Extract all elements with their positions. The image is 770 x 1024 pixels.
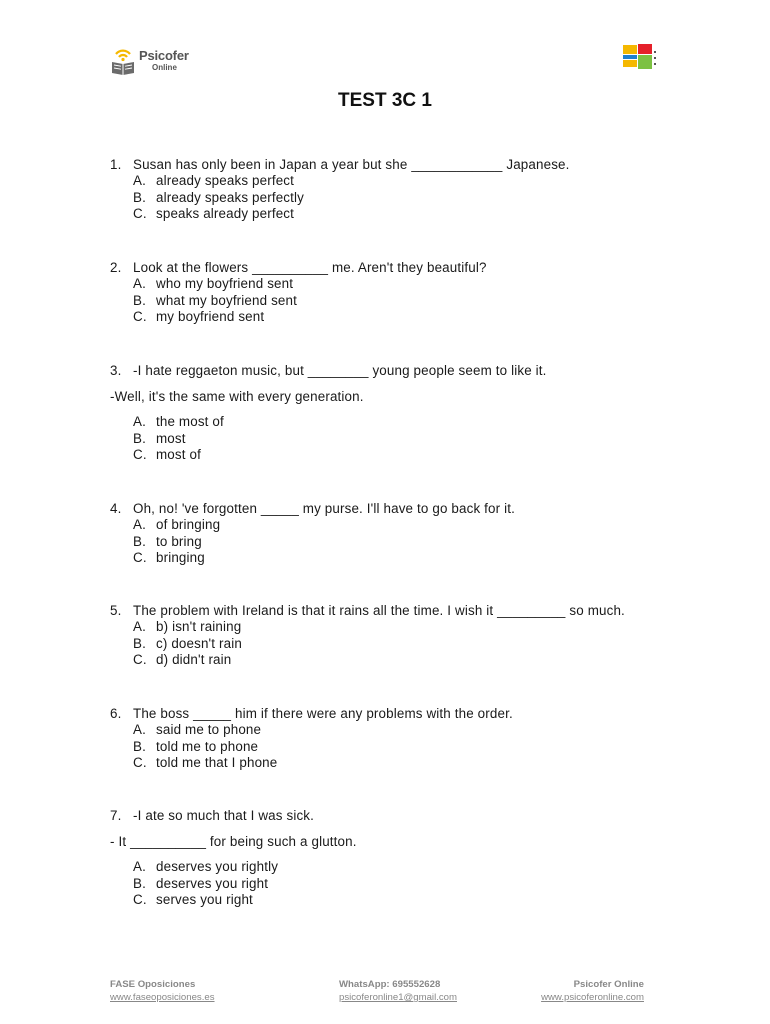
option-b: B. to bring (133, 533, 202, 549)
question-5 (110, 602, 670, 669)
question-6 (110, 705, 670, 772)
color-squares-icon (623, 44, 659, 70)
question-text: Oh, no! 've forgotten _____ my purse. I'll have to go back for it. (133, 501, 515, 516)
question-1 (110, 156, 670, 223)
question-text: The boss _____ him if there were any problems with the order. (133, 706, 513, 721)
question-text: -I ate so much that I was sick. (133, 808, 315, 823)
option-a: A. already speaks perfect (133, 173, 295, 188)
footer-center-label: WhatsApp: 695552628 (339, 979, 441, 990)
question-number: 7. (110, 808, 122, 823)
option-c: C. d) didn't rain (133, 652, 232, 668)
question-number: 4. (110, 501, 122, 516)
question-text: The problem with Ireland is that it rains all the time. I wish it _________ so much. (133, 603, 625, 618)
option-a: A. said me to phone (133, 722, 262, 737)
option-a: A. b) isn't raining (133, 619, 242, 634)
question-number: 3. (110, 363, 122, 378)
footer-right-link[interactable]: www.psicoferonline.com (541, 992, 644, 1003)
footer-right-label: Psicofer Online (573, 979, 644, 990)
option-b: B. what my boyfriend sent (133, 292, 297, 308)
option-c: C. speaks already perfect (133, 206, 295, 222)
option-b: B. c) doesn't rain (133, 635, 242, 651)
question-2 (110, 259, 670, 326)
psicofer-logo (110, 44, 189, 76)
question-number: 5. (110, 603, 122, 618)
question-extra-line: -Well, it's the same with every generation. (110, 389, 364, 404)
question-7 (110, 807, 670, 909)
footer-right (541, 978, 644, 1004)
option-b: B. told me to phone (133, 738, 259, 754)
footer-center (339, 978, 457, 1004)
footer-left-link[interactable]: www.faseoposiciones.es (110, 992, 215, 1003)
question-text: Look at the flowers __________ me. Aren't they beautiful? (133, 260, 487, 275)
question-extra-line: - It __________ for being such a glutton. (110, 834, 357, 849)
footer-left (110, 978, 215, 1004)
footer-left-label: FASE Oposiciones (110, 979, 196, 990)
page-title: TEST 3C 1 (338, 90, 432, 111)
question-number: 1. (110, 157, 122, 172)
question-text: -I hate reggaeton music, but ________ young people seem to like it. (133, 363, 547, 378)
book-wifi-icon (110, 45, 136, 75)
option-c: C. told me that I phone (133, 755, 278, 771)
option-a: A. of bringing (133, 517, 221, 532)
option-b: B. already speaks perfectly (133, 189, 304, 205)
option-c: C. serves you right (133, 892, 253, 908)
logo-name: Psicofer (139, 47, 189, 63)
question-4 (110, 500, 670, 567)
question-number: 6. (110, 706, 122, 721)
option-b: B. most (133, 430, 186, 446)
question-number: 2. (110, 260, 122, 275)
option-b: B. deserves you right (133, 875, 269, 891)
option-c: C. most of (133, 447, 201, 463)
footer-center-link[interactable]: psicoferonline1@gmail.com (339, 992, 457, 1003)
option-a: A. deserves you rightly (133, 859, 279, 874)
question-3 (110, 362, 670, 464)
option-c: C. bringing (133, 550, 205, 566)
logo-sub: Online (152, 62, 177, 72)
option-a: A. who my boyfriend sent (133, 276, 294, 291)
question-text: Susan has only been in Japan a year but she ____________ Japanese. (133, 157, 570, 172)
option-c: C. my boyfriend sent (133, 309, 265, 325)
option-a: A. the most of (133, 414, 224, 429)
